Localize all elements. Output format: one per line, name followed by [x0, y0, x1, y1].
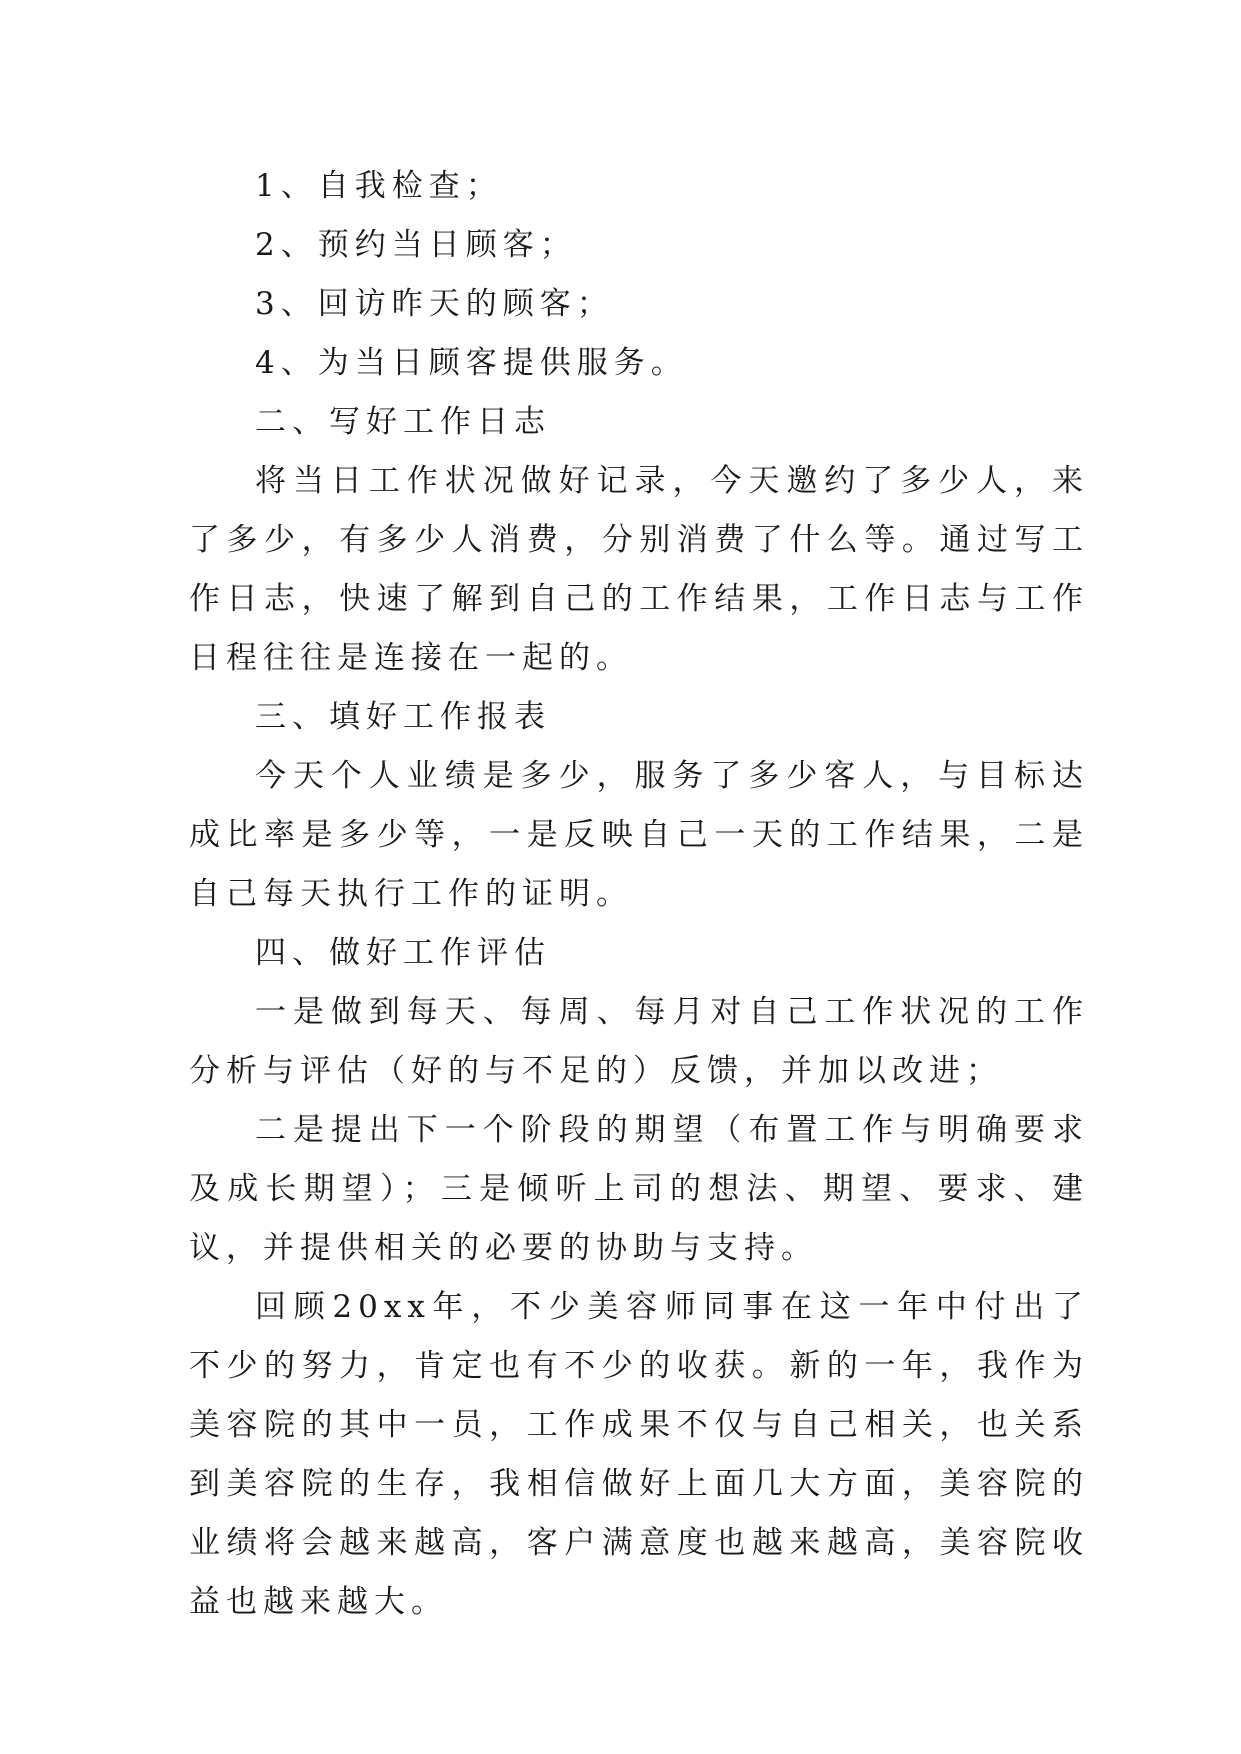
section-heading-work-evaluation: 四、做好工作评估 — [255, 935, 551, 971]
paragraph-work-report: 今天个人业绩是多少，服务了多少客人，与目标达成比率是多少等，一是反映自己一天的工作结果，二是自己每天执行工作的证明。 — [189, 758, 1089, 912]
list-item-self-check: 1、自我检查； — [255, 168, 503, 204]
paragraph-evaluation-first: 一是做到每天、每周、每月对自己工作状况的工作分析与评估（好的与不足的）反馈，并加以改进； — [189, 994, 1089, 1089]
section-heading-work-log: 二、写好工作日志 — [255, 404, 551, 440]
list-item-provide-service: 4、为当日顾客提供服务。 — [255, 345, 688, 381]
paragraph-evaluation-second: 二是提出下一个阶段的期望（布置工作与明确要求及成长期望）；三是倾听上司的想法、期望、要求、建议，并提供相关的必要的协助与支持。 — [189, 1112, 1089, 1266]
paragraph-work-log: 将当日工作状况做好记录，今天邀约了多少人，来了多少，有多少人消费，分别消费了什么等。通过写工作日志，快速了解到自己的工作结果，工作日志与工作日程往往是连接在一起的。 — [189, 463, 1089, 676]
section-heading-work-report: 三、填好工作报表 — [255, 699, 551, 735]
list-item-follow-up: 3、回访昨天的顾客； — [255, 286, 614, 322]
list-item-book-customers: 2、预约当日顾客； — [255, 227, 577, 263]
document-body — [189, 157, 1089, 1632]
paragraph-conclusion: 回顾20xx年，不少美容师同事在这一年中付出了不少的努力，肯定也有不少的收获。新的一年，我作为美容院的其中一员，工作成果不仅与自己相关，也关系到美容院的生存，我相信做好上面几大方面，美容院的业绩将会越来越高，客户满意度也越来越高，美容院收益也越来越大。 — [189, 1289, 1089, 1620]
